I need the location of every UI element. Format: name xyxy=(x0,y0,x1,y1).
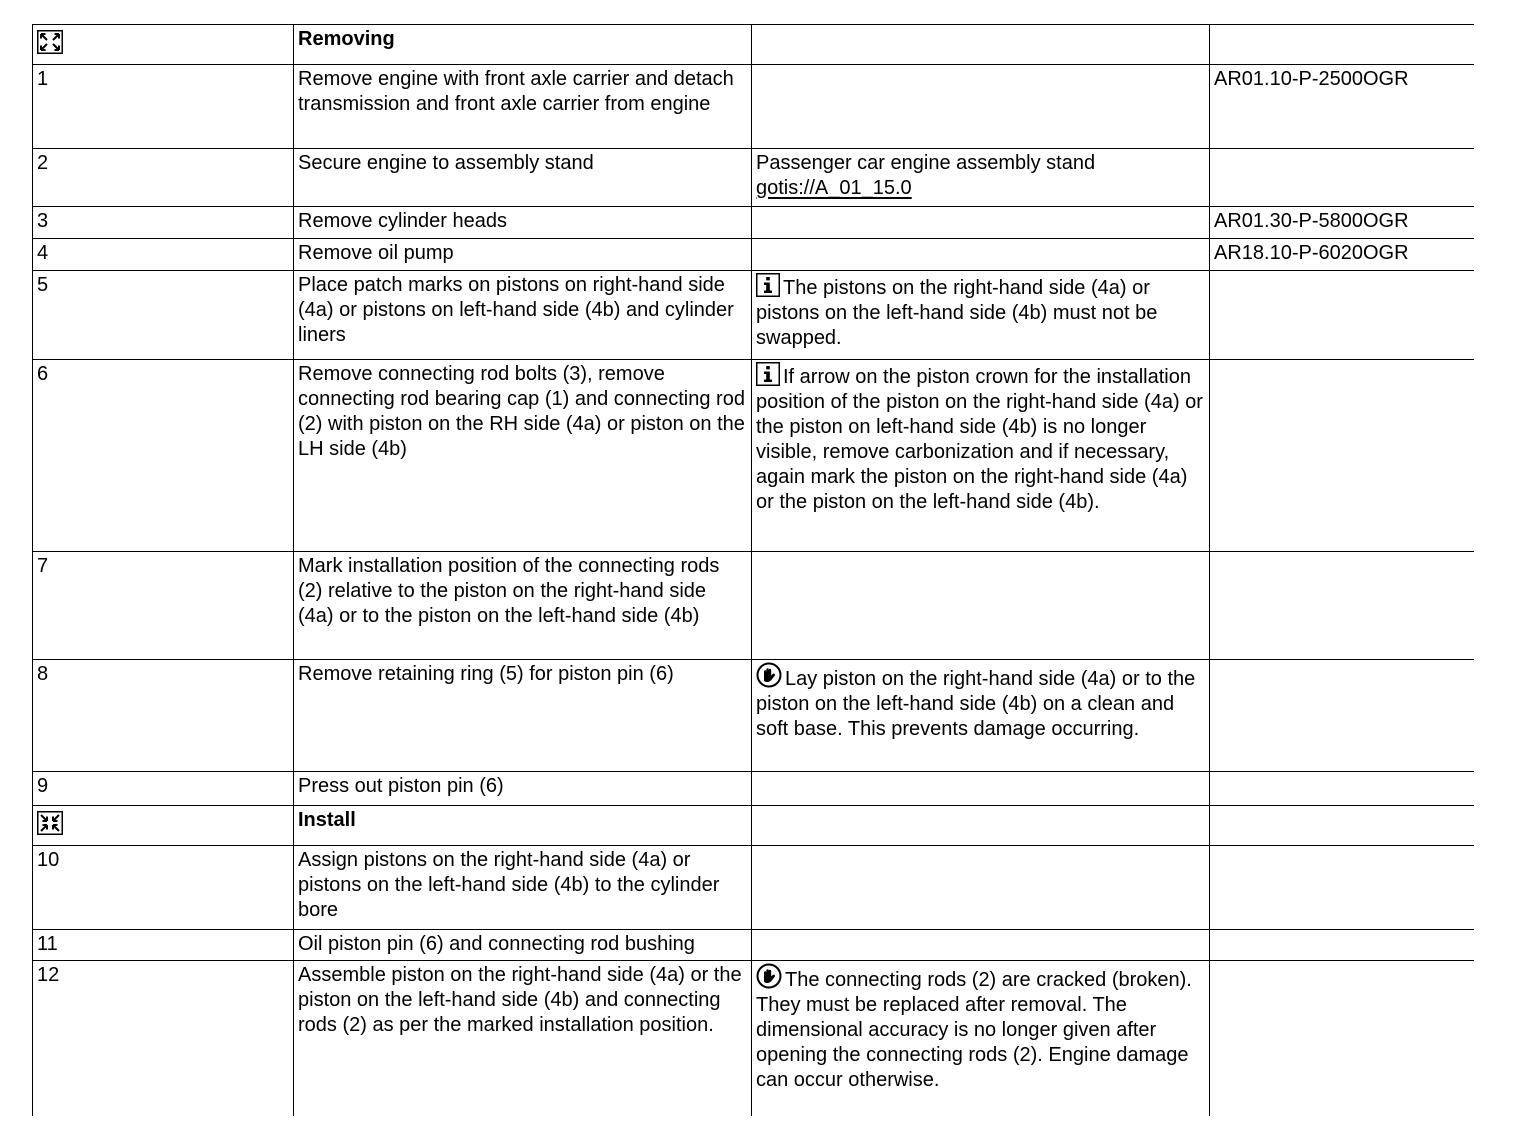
note-cell xyxy=(752,660,1210,772)
note-text: If arrow on the piston crown for the installation position of the piston on the right-hand side (4a) or the piston on left-hand side (4b) is no longer visible, remove carbonization and if necessary, again mark the piston on the right-hand side (4a) or the piston on the left-hand side (4b). xyxy=(756,366,1203,513)
ref-cell xyxy=(1210,25,1475,65)
section-row-removing xyxy=(33,25,1475,65)
ref-cell xyxy=(1210,961,1475,1117)
table-row xyxy=(33,65,1475,149)
info-icon xyxy=(756,362,780,386)
step-number: 10 xyxy=(33,846,294,930)
step-number: 11 xyxy=(33,930,294,961)
step-text: Mark installation position of the connecting rods (2) relative to the piston on the right-hand side (4a) or to the piston on the left-hand side (4b) xyxy=(294,552,752,660)
step-number: 2 xyxy=(33,149,294,207)
note-cell xyxy=(752,149,1210,207)
procedure-table xyxy=(32,24,1474,1116)
ref-cell xyxy=(1210,149,1475,207)
step-text: Remove engine with front axle carrier and detach transmission and front axle carrier from engine xyxy=(294,65,752,149)
step-number: 7 xyxy=(33,552,294,660)
ref-cell xyxy=(1210,806,1475,846)
note-cell xyxy=(752,772,1210,806)
step-number: 3 xyxy=(33,207,294,239)
section-title-install: Install xyxy=(294,806,752,846)
step-text: Assemble piston on the right-hand side (4a) or the piston on the left-hand side (4b) and connecting rods (2) as per the marked installation position. xyxy=(294,961,752,1117)
ref-cell xyxy=(1210,271,1475,360)
step-cell xyxy=(33,25,294,65)
step-text: Press out piston pin (6) xyxy=(294,772,752,806)
table-row xyxy=(33,961,1475,1117)
table-row xyxy=(33,360,1475,552)
note-cell xyxy=(752,271,1210,360)
caution-hand-icon xyxy=(756,662,782,688)
table-row xyxy=(33,846,1475,930)
step-number: 12 xyxy=(33,961,294,1117)
note-cell xyxy=(752,846,1210,930)
ref-cell xyxy=(1210,660,1475,772)
step-number: 8 xyxy=(33,660,294,772)
step-text: Assign pistons on the right-hand side (4a) or pistons on the left-hand side (4b) to the cylinder bore xyxy=(294,846,752,930)
table-row xyxy=(33,552,1475,660)
tool-name: Passenger car engine assembly stand xyxy=(756,152,1096,174)
note-text: Lay piston on the right-hand side (4a) or to the piston on the left-hand side (4b) on a clean and soft base. This prevents damage occurring. xyxy=(756,668,1196,740)
step-number: 5 xyxy=(33,271,294,360)
reference-link[interactable]: AR01.30-P-5800OGR xyxy=(1210,207,1475,239)
step-text: Secure engine to assembly stand xyxy=(294,149,752,207)
step-cell xyxy=(33,806,294,846)
note-cell xyxy=(752,239,1210,271)
step-number: 1 xyxy=(33,65,294,149)
table-row xyxy=(33,239,1475,271)
table-row xyxy=(33,149,1475,207)
reference-link[interactable]: AR18.10-P-6020OGR xyxy=(1210,239,1475,271)
ref-cell xyxy=(1210,846,1475,930)
step-text: Remove connecting rod bolts (3), remove connecting rod bearing cap (1) and connecting rod (2) with piston on the RH side (4a) or piston on the LH side (4b) xyxy=(294,360,752,552)
step-number: 4 xyxy=(33,239,294,271)
note-cell xyxy=(752,65,1210,149)
ref-cell xyxy=(1210,772,1475,806)
note-cell xyxy=(752,552,1210,660)
ref-cell xyxy=(1210,552,1475,660)
table-row xyxy=(33,930,1475,961)
note-cell xyxy=(752,930,1210,961)
step-number: 6 xyxy=(33,360,294,552)
step-text: Remove retaining ring (5) for piston pin (6) xyxy=(294,660,752,772)
table-row xyxy=(33,660,1475,772)
expand-arrows-icon xyxy=(37,30,63,54)
note-cell xyxy=(752,360,1210,552)
note-cell xyxy=(752,961,1210,1117)
collapse-arrows-icon xyxy=(37,811,63,835)
step-number: 9 xyxy=(33,772,294,806)
note-text: The connecting rods (2) are cracked (broken). They must be replaced after removal. The dimensional accuracy is no longer given after opening the connecting rods (2). Engine damage can occur otherwise. xyxy=(756,969,1192,1091)
tool-link[interactable]: gotis://A_01_15.0 xyxy=(756,177,912,199)
table-row xyxy=(33,271,1475,360)
section-title-removing: Removing xyxy=(294,25,752,65)
step-text: Remove cylinder heads xyxy=(294,207,752,239)
section-row-install xyxy=(33,806,1475,846)
ref-cell xyxy=(1210,360,1475,552)
ref-cell xyxy=(1210,930,1475,961)
note-cell xyxy=(752,207,1210,239)
table-row xyxy=(33,772,1475,806)
note-text: The pistons on the right-hand side (4a) or pistons on the left-hand side (4b) must not be swapped. xyxy=(756,277,1158,349)
note-cell xyxy=(752,25,1210,65)
step-text: Oil piston pin (6) and connecting rod bushing xyxy=(294,930,752,961)
note-cell xyxy=(752,806,1210,846)
repair-instructions-document xyxy=(32,24,1474,1116)
info-icon xyxy=(756,273,780,297)
table-row xyxy=(33,207,1475,239)
step-text: Place patch marks on pistons on right-hand side (4a) or pistons on left-hand side (4b) and cylinder liners xyxy=(294,271,752,360)
caution-hand-icon xyxy=(756,963,782,989)
reference-link[interactable]: AR01.10-P-2500OGR xyxy=(1210,65,1475,149)
step-text: Remove oil pump xyxy=(294,239,752,271)
